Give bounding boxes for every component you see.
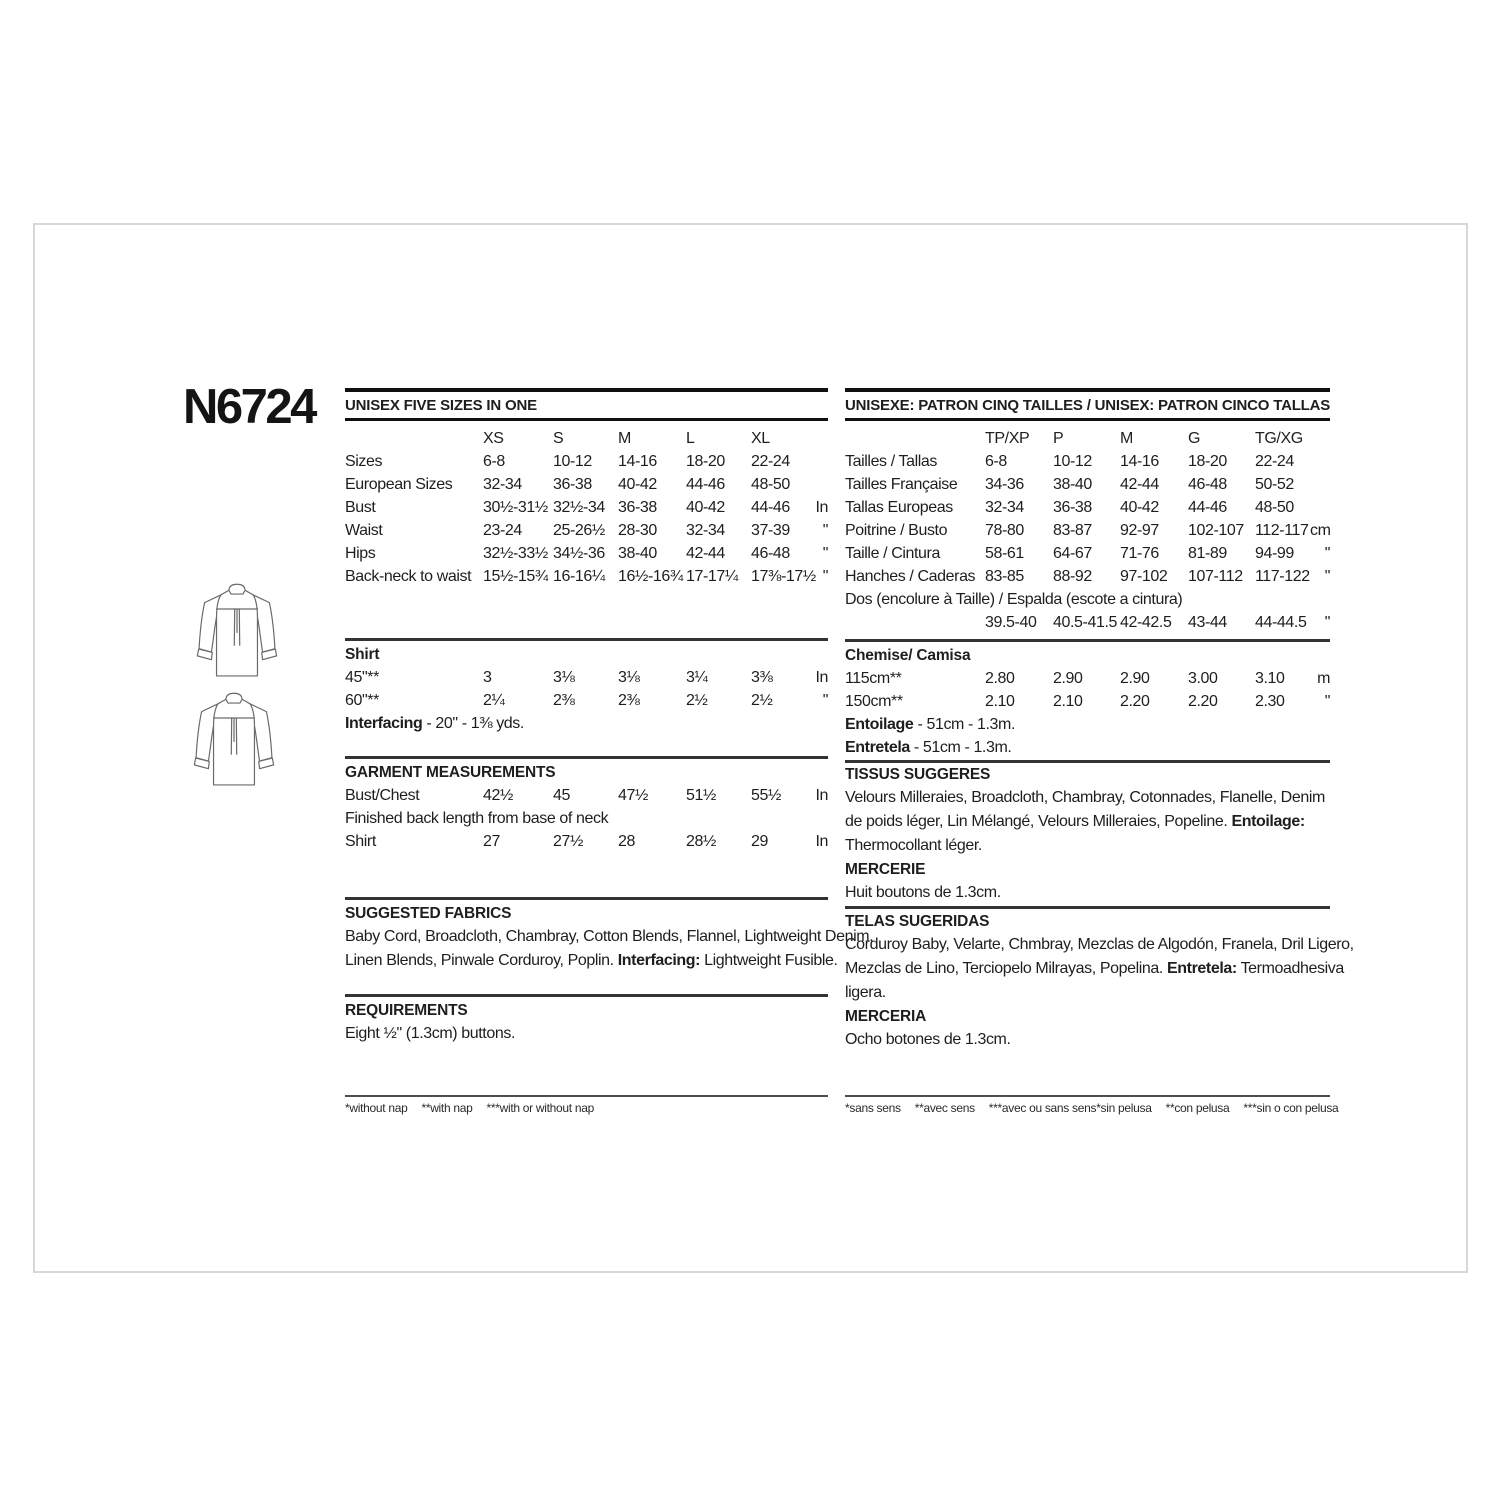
table-row <box>845 667 1330 690</box>
body-measurement-table-en <box>345 427 828 588</box>
row-value <box>1188 588 1255 611</box>
row-unit: " <box>822 692 828 709</box>
row-label: Bust <box>345 499 376 516</box>
table-row <box>845 519 1330 542</box>
entoilage-entretela-notes <box>845 713 1330 759</box>
row-value: TP/XP <box>985 430 1030 447</box>
row-unit: " <box>1324 568 1330 585</box>
row-value: 27½ <box>553 833 583 850</box>
row-label: European Sizes <box>345 476 453 493</box>
row-value: 6-8 <box>483 453 505 470</box>
text-segment: Corduroy Baby, Velarte, Chmbray, Mezclas de Algodón, Franela, Dril Ligero, <box>845 936 1354 953</box>
row-value: 18-20 <box>686 453 725 470</box>
row-value: 46-48 <box>751 545 790 562</box>
row-value: 22-24 <box>1255 453 1294 470</box>
table-row <box>345 473 828 496</box>
row-value: TG/XG <box>1255 430 1303 447</box>
row-value: 40-42 <box>686 499 725 516</box>
row-value: 46-48 <box>1188 476 1227 493</box>
row-value: 2.90 <box>1053 670 1083 687</box>
row-label: 45"** <box>345 669 379 686</box>
row-value: 78-80 <box>985 522 1024 539</box>
table-row <box>345 519 828 542</box>
row-value: 16½-16¾ <box>618 568 683 585</box>
garment-measurements-heading: GARMENT MEASUREMENTS <box>345 764 556 781</box>
row-value: 58-61 <box>985 545 1024 562</box>
row-value: 40-42 <box>1120 499 1159 516</box>
row-value: 3 <box>483 669 492 686</box>
nap-footnotes-international <box>845 1095 1339 1115</box>
mercerie-text: Huit boutons de 1.3cm. <box>845 884 1001 901</box>
row-value: 112-117 <box>1255 522 1309 539</box>
text-line <box>345 949 838 973</box>
english-header-band <box>345 388 828 421</box>
row-value: 2.20 <box>1188 693 1218 710</box>
divider-rule <box>345 756 828 759</box>
row-label: Hips <box>345 545 376 562</box>
row-value: 2⅜ <box>553 692 575 709</box>
international-section-title: UNISEXE: PATRON CINQ TAILLES / UNISEX: PATRON CINCO TALLAS <box>845 392 1330 421</box>
row-label <box>345 427 483 450</box>
garment-measurements-table-en <box>345 784 828 853</box>
row-value <box>553 807 618 830</box>
footnote-item: ***sin o con pelusa <box>1243 1101 1339 1115</box>
bold-text-segment: Entoilage: <box>1231 813 1305 830</box>
row-value: 42-44 <box>1120 476 1159 493</box>
row-value: 2.90 <box>1120 670 1150 687</box>
text-line <box>845 786 1330 810</box>
footnote-item: *without nap <box>345 1101 408 1115</box>
table-row <box>345 784 828 807</box>
bold-text-segment: Interfacing: <box>617 952 701 969</box>
international-header-band <box>845 388 1330 421</box>
text-line <box>845 834 1330 858</box>
row-value: 48-50 <box>751 476 790 493</box>
row-value: 64-67 <box>1053 545 1092 562</box>
row-value: 2.10 <box>1053 693 1083 710</box>
row-unit: " <box>822 568 828 585</box>
text-segment: Baby Cord, Broadcloth, Chambray, Cotton Blends, Flannel, Lightweight Denim, <box>345 928 874 945</box>
row-value: 27 <box>483 833 500 850</box>
row-value: 3⅜ <box>751 669 773 686</box>
row-label <box>845 427 985 450</box>
mercerie-heading: MERCERIE <box>845 861 926 878</box>
merceria-heading: MERCERIA <box>845 1008 927 1025</box>
row-value: 117-122 <box>1255 568 1310 585</box>
row-value: 25-26½ <box>553 522 605 539</box>
divider-rule <box>345 994 828 997</box>
body-measurement-table-intl <box>845 427 1330 634</box>
table-row <box>845 588 1330 611</box>
row-value: 3.10 <box>1255 670 1285 687</box>
row-value: 2⅜ <box>618 692 640 709</box>
text-line <box>845 713 1330 736</box>
row-label: Tailles Française <box>845 476 958 493</box>
text-segment: ligera. <box>845 984 886 1001</box>
text-segment: Lightweight Fusible. <box>700 952 838 969</box>
row-value: 34½-36 <box>553 545 605 562</box>
footnote-item: *sin pelusa <box>1096 1101 1152 1115</box>
requirements-text: Eight ½" (1.3cm) buttons. <box>345 1025 515 1042</box>
shirt-yardage-heading: Shirt <box>345 646 380 663</box>
text-segment: Linen Blends, Pinwale Corduroy, Poplin. <box>345 952 618 969</box>
row-unit: In <box>815 669 828 686</box>
row-value: 38-40 <box>618 545 657 562</box>
row-label: Shirt <box>345 833 376 850</box>
row-value: 107-112 <box>1188 568 1243 585</box>
footnote-item: **with nap <box>421 1101 473 1115</box>
row-value: 3¼ <box>686 669 708 686</box>
row-unit <box>1310 427 1330 450</box>
row-value: 15½-15¾ <box>483 568 548 585</box>
text-segment: Velours Milleraies, Broadcloth, Chambray, Cotonnades, Flanelle, Denim <box>845 789 1325 806</box>
row-value: 97-102 <box>1120 568 1168 585</box>
text-line <box>845 736 1330 759</box>
row-value: 10-12 <box>553 453 592 470</box>
row-label: Tallas Europeas <box>845 499 953 516</box>
row-unit: " <box>1324 545 1330 562</box>
row-value: 2.80 <box>985 670 1015 687</box>
row-unit: cm <box>1310 522 1331 539</box>
row-value: 32-34 <box>686 522 725 539</box>
row-value: 36-38 <box>553 476 592 493</box>
row-unit <box>1310 588 1330 611</box>
nap-footnotes-english <box>345 1095 828 1115</box>
row-value: 2.20 <box>1120 693 1150 710</box>
divider-rule <box>345 638 828 641</box>
shirt-back-view-illustration-top <box>194 583 280 687</box>
row-unit: In <box>815 833 828 850</box>
shirt-back-line-art <box>194 583 280 687</box>
footnote-item: ***avec ou sans sens <box>988 1101 1097 1115</box>
row-value: M <box>1120 430 1133 447</box>
table-row <box>845 473 1330 496</box>
row-label: Poitrine / Busto <box>845 522 948 539</box>
row-value: 94-99 <box>1255 545 1294 562</box>
row-value: 38-40 <box>1053 476 1092 493</box>
row-value: 37-39 <box>751 522 790 539</box>
row-value: XL <box>751 430 770 447</box>
text-segment: de poids léger, Lin Mélangé, Velours Milleraies, Popeline. <box>845 813 1232 830</box>
row-value: 92-97 <box>1120 522 1159 539</box>
text-segment: Mezclas de Lino, Terciopelo Milrayas, Popelina. <box>845 960 1168 977</box>
row-value: 28-30 <box>618 522 657 539</box>
row-value: 16-16¼ <box>553 568 605 585</box>
table-row <box>345 542 828 565</box>
text-line <box>345 712 828 735</box>
row-value: 28 <box>618 833 635 850</box>
row-value: 28½ <box>686 833 716 850</box>
table-row <box>345 496 828 519</box>
merceria-text: Ocho botones de 1.3cm. <box>845 1031 1011 1048</box>
row-value: 51½ <box>686 787 716 804</box>
row-value: 32½-34 <box>553 499 605 516</box>
row-value <box>618 807 686 830</box>
text-line <box>845 933 1354 957</box>
tissus-suggeres-text <box>845 786 1330 858</box>
english-section-title: UNISEX FIVE SIZES IN ONE <box>345 392 828 421</box>
bold-text-segment: Entretela: <box>1167 960 1237 977</box>
requirements-heading: REQUIREMENTS <box>345 1002 468 1019</box>
row-value: 17⅜-17½ <box>751 568 816 585</box>
row-value: 45 <box>553 787 570 804</box>
text-segment: - 51cm - 1.3m. <box>913 716 1016 733</box>
row-value: P <box>1053 430 1064 447</box>
row-value: 3⅛ <box>553 669 575 686</box>
row-value: 6-8 <box>985 453 1007 470</box>
telas-sugeridas-text <box>845 933 1354 1005</box>
row-unit <box>1310 496 1330 519</box>
tissus-suggeres-heading: TISSUS SUGGERES <box>845 766 991 783</box>
row-label: Dos (encolure à Taille) / Espalda (escote a cintura) <box>845 591 1183 608</box>
row-value: 32-34 <box>483 476 522 493</box>
row-label: Taille / Cintura <box>845 545 940 562</box>
row-value: 2¼ <box>483 692 505 709</box>
row-unit: " <box>1324 614 1330 631</box>
row-value <box>686 807 751 830</box>
table-row <box>345 830 828 853</box>
text-line <box>345 925 874 949</box>
table-row <box>345 450 828 473</box>
row-value: 44-44.5 <box>1255 614 1307 631</box>
nap-footnotes-french <box>845 1101 1096 1115</box>
row-label: Back-neck to waist <box>345 568 472 585</box>
table-row <box>845 427 1330 450</box>
table-row <box>345 666 828 689</box>
bold-text-segment: Interfacing <box>345 715 423 732</box>
row-value: 22-24 <box>751 453 790 470</box>
row-value: 36-38 <box>618 499 657 516</box>
pattern-number: N6724 <box>183 380 315 434</box>
row-value: 42½ <box>483 787 513 804</box>
row-label <box>845 611 985 634</box>
row-label: Waist <box>345 522 383 539</box>
divider-rule <box>345 897 828 900</box>
text-segment: Termoadhesiva <box>1236 960 1344 977</box>
shirt-back-view-illustration-bottom <box>191 692 277 796</box>
row-value: 81-89 <box>1188 545 1227 562</box>
chemise-camisa-heading: Chemise/ Camisa <box>845 647 971 664</box>
row-label: 60"** <box>345 692 379 709</box>
table-row <box>845 450 1330 473</box>
footnote-item: *sans sens <box>845 1101 901 1115</box>
row-value: 44-46 <box>686 476 725 493</box>
text-line <box>845 981 1330 1005</box>
row-unit: In <box>815 787 828 804</box>
table-row <box>345 807 828 830</box>
text-line <box>845 810 1330 834</box>
row-value: 48-50 <box>1255 499 1294 516</box>
row-value: M <box>618 430 631 447</box>
row-label: 115cm** <box>845 670 902 687</box>
row-value <box>1053 588 1120 611</box>
row-value: 2½ <box>751 692 773 709</box>
row-label: Finished back length from base of neck <box>345 810 609 827</box>
footnote-item: ***with or without nap <box>486 1101 594 1115</box>
row-value: 44-46 <box>751 499 790 516</box>
row-value: 71-76 <box>1120 545 1159 562</box>
shirt-back-line-art <box>191 692 277 796</box>
row-value: 47½ <box>618 787 648 804</box>
row-value: 2.30 <box>1255 693 1285 710</box>
row-value: 36-38 <box>1053 499 1092 516</box>
row-value: 10-12 <box>1053 453 1092 470</box>
row-value: 39.5-40 <box>985 614 1037 631</box>
row-label: Hanches / Caderas <box>845 568 976 585</box>
suggested-fabrics-text <box>345 925 874 973</box>
table-row <box>345 565 828 588</box>
row-value: 50-52 <box>1255 476 1294 493</box>
row-value <box>1255 588 1310 611</box>
row-value: 32½-33½ <box>483 545 548 562</box>
text-segment: - 20" - 1⅜ yds. <box>422 715 524 732</box>
divider-rule <box>845 906 1330 909</box>
table-row <box>345 689 828 712</box>
table-row <box>845 542 1330 565</box>
row-value: 88-92 <box>1053 568 1092 585</box>
row-unit <box>810 427 828 450</box>
row-value <box>1120 588 1188 611</box>
row-value: 32-34 <box>985 499 1024 516</box>
row-value: 14-16 <box>1120 453 1159 470</box>
french-spanish-column <box>845 388 1354 1051</box>
row-unit: " <box>822 545 828 562</box>
row-value: 44-46 <box>1188 499 1227 516</box>
row-value: 42-44 <box>686 545 725 562</box>
row-value: 2.10 <box>985 693 1015 710</box>
row-value: 40.5-41.5 <box>1053 614 1118 631</box>
nap-footnotes-spanish <box>1096 1101 1338 1115</box>
text-segment: - 51cm - 1.3m. <box>909 739 1012 756</box>
chemise-yardage-table <box>845 667 1330 713</box>
table-row <box>845 496 1330 519</box>
row-value: 23-24 <box>483 522 522 539</box>
row-unit: In <box>815 499 828 516</box>
table-row <box>845 611 1330 634</box>
row-value: 40-42 <box>618 476 657 493</box>
row-label: 150cm** <box>845 693 903 710</box>
row-value: 83-87 <box>1053 522 1092 539</box>
row-value <box>483 807 553 830</box>
row-unit <box>1310 450 1330 473</box>
row-unit: " <box>822 522 828 539</box>
row-value: XS <box>483 430 504 447</box>
row-value: 55½ <box>751 787 781 804</box>
row-unit <box>810 473 828 496</box>
row-unit: m <box>1317 670 1330 687</box>
bold-text-segment: Entretela <box>845 739 910 756</box>
row-value: 29 <box>751 833 768 850</box>
row-label: Sizes <box>345 453 383 470</box>
divider-rule <box>845 639 1330 642</box>
row-value <box>985 588 1053 611</box>
row-value: 3.00 <box>1188 670 1218 687</box>
telas-sugeridas-heading: TELAS SUGERIDAS <box>845 913 990 930</box>
row-value: 2½ <box>686 692 708 709</box>
bold-text-segment: Entoilage <box>845 716 914 733</box>
row-value: 34-36 <box>985 476 1024 493</box>
row-unit <box>810 450 828 473</box>
row-value: 30½-31½ <box>483 499 548 516</box>
row-unit: " <box>1324 693 1330 710</box>
row-value: 17-17¼ <box>686 568 738 585</box>
row-value: G <box>1188 430 1201 447</box>
footnote-item: **avec sens <box>914 1101 975 1115</box>
row-value: 102-107 <box>1188 522 1244 539</box>
table-row <box>845 565 1330 588</box>
text-segment: Thermocollant léger. <box>845 837 982 854</box>
row-value: 18-20 <box>1188 453 1227 470</box>
row-label: Bust/Chest <box>345 787 420 804</box>
row-value: 83-85 <box>985 568 1024 585</box>
footnote-item: **con pelusa <box>1165 1101 1230 1115</box>
text-line <box>845 957 1344 981</box>
row-label: Tailles / Tallas <box>845 453 938 470</box>
row-unit <box>810 807 828 830</box>
table-row <box>345 427 828 450</box>
interfacing-yardage-note <box>345 712 828 735</box>
table-row <box>845 690 1330 713</box>
shirt-yardage-table-en <box>345 666 828 712</box>
row-value: S <box>553 430 564 447</box>
row-value: 14-16 <box>618 453 657 470</box>
row-unit <box>1310 473 1330 496</box>
row-value <box>751 807 810 830</box>
suggested-fabrics-heading: SUGGESTED FABRICS <box>345 905 512 922</box>
row-value: 43-44 <box>1188 614 1227 631</box>
row-value: L <box>686 430 695 447</box>
row-value: 42-42.5 <box>1120 614 1172 631</box>
row-value: 3⅛ <box>618 669 640 686</box>
